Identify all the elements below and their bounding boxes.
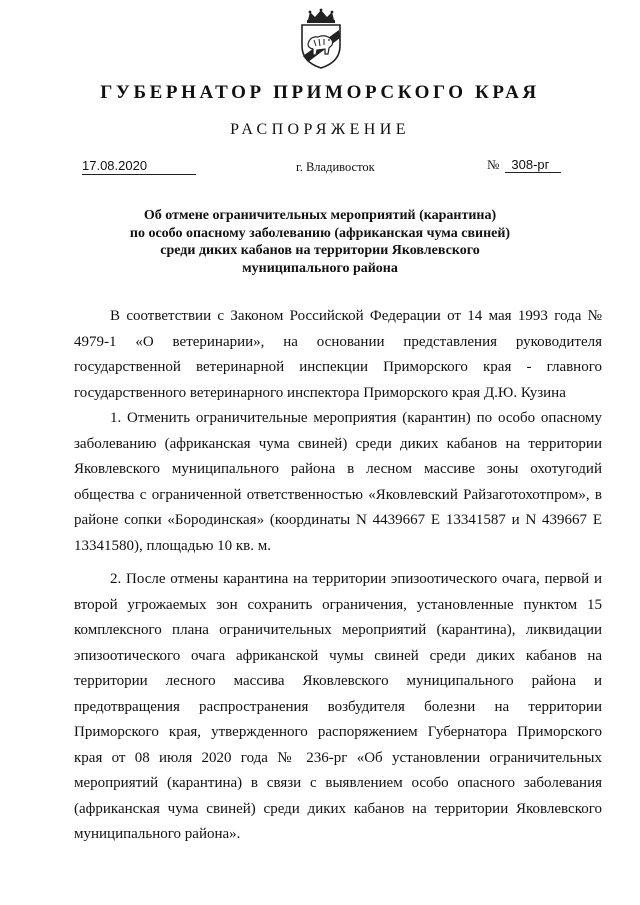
subject-line: Об отмене ограничительных мероприятий (карантина) xyxy=(143,208,497,223)
clause-1-paragraph: 1. Отменить ограничительные мероприятия (карантин) по особо опасному заболеванию (африканская чума свиней) среди диких кабанов на территории Яковлевского муниципального района в лесном массиве зоны охотугодий общества с ограниченной ответственностью «Яковлевский Райзаготохотпром», в районе сопки «Бородинская» (координаты N 4439667 E 13341587 и N 439667 E 13341580), площадью 10 кв. м. xyxy=(74,410,602,554)
document-city: г. Владивосток xyxy=(296,160,375,174)
number-label: № xyxy=(487,157,500,172)
governor-title: ГУБЕРНАТОР ПРИМОРСКОГО КРАЯ xyxy=(100,82,540,103)
document-number xyxy=(487,157,561,173)
document-body xyxy=(74,304,602,848)
document-subject xyxy=(110,207,530,277)
clause-2-paragraph: 2. После отмены карантина на территории эпизоотического очага, первой и второй угрожаемых зон сохранить ограничения, установленные пунктом 15 комплексного плана ограничительных мероприятий (карантина), ликвидации эпизоотического очага африканской чумы свиней среди диких кабанов на территории лесного массива Яковлевского муниципального района и предотвращения распространения возбудителя болезни на территории Приморского края, утвержденного распоряжением Губернатора Приморского края от 08 июля 2020 года № 236-рг «Об установлении ограничительных мероприятий (карантина) в связи с выявлением особо опасного заболевания (африканская чума свиней) среди диких кабанов на территории Яковлевского муниципального района». xyxy=(74,571,602,842)
subject-line: среди диких кабанов на территории Яковлевского xyxy=(160,243,480,258)
coat-of-arms-icon xyxy=(296,8,346,70)
document-date: 17.08.2020 xyxy=(82,158,196,175)
subject-line: по особо опасному заболеванию (африканская чума свиней) xyxy=(129,225,511,241)
subject-line: муниципального района xyxy=(242,260,398,276)
coat-of-arms-emblem xyxy=(296,8,346,70)
preamble-paragraph: В соответствии с Законом Российской Федерации от 14 мая 1993 года № 4979-1 «О ветеринарии», на основании представления руководителя государственной ветеринарной инспекции Приморского края - главного государственного ветеринарного инспектора Приморского края Д.Ю. Кузина xyxy=(74,308,602,401)
number-value: 308-рг xyxy=(505,157,561,173)
document-type: РАСПОРЯЖЕНИЕ xyxy=(230,121,410,138)
